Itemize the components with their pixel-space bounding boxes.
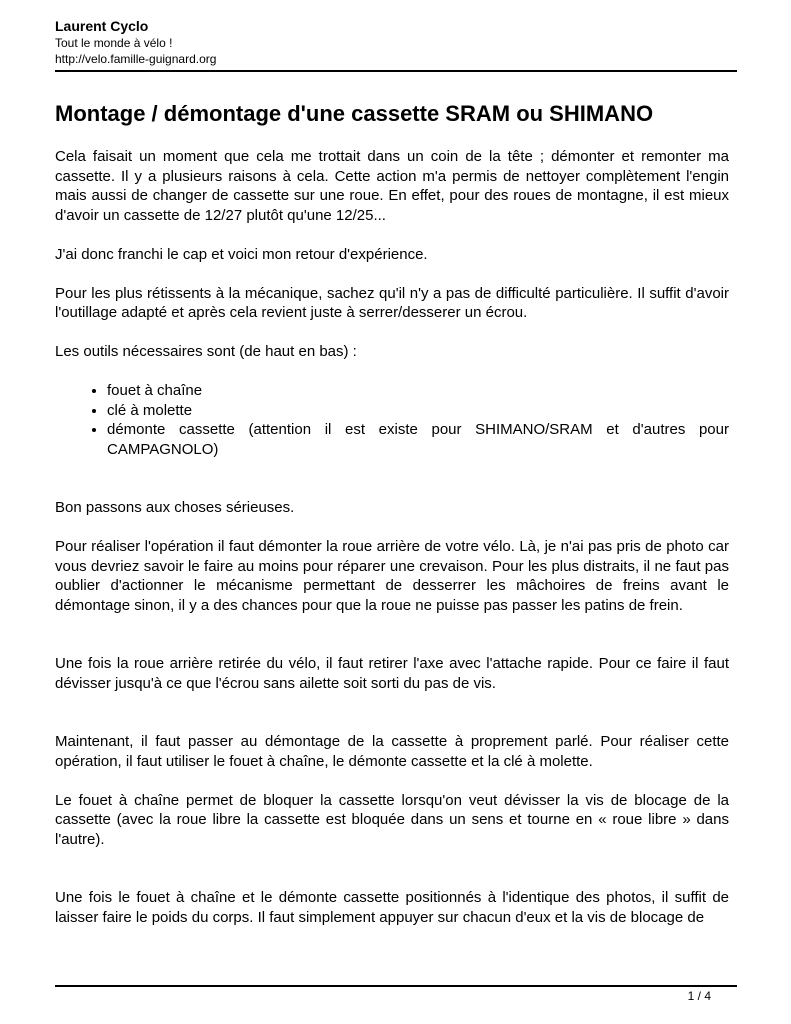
- paragraph-remove-axle: Une fois la roue arrière retirée du vélo, il faut retirer l'axe avec l'attache rapide. Pour ce faire il faut dévisser jusqu'à ce que l'écrou sans ailette soit sorti du pas de vis.: [55, 655, 729, 692]
- paragraph-difficulty: Pour les plus rétissents à la mécanique, sachez qu'il n'y a pas de difficulté particulière. Il suffit d'avoir l'outillage adapté et après cela revient juste à serrer/desserer un écrou.: [55, 284, 729, 321]
- page-number: 1 / 4: [687, 989, 711, 1003]
- tools-list: [55, 381, 729, 459]
- paragraph-serious: Bon passons aux choses sérieuses.: [55, 499, 295, 516]
- list-item: • démonte cassette (attention il est existe pour SHIMANO/SRAM et d'autres pour CAMPAGNOLO): [107, 420, 729, 459]
- paragraph-dismount-cassette: Maintenant, il faut passer au démontage de la cassette à proprement parlé. Pour réaliser cette opération, il faut utiliser le fouet à chaîne, le démonte cassette et la clé à molette.: [55, 733, 729, 770]
- list-item: • clé à molette: [107, 401, 729, 421]
- paragraph-intro: Cela faisait un moment que cela me trottait dans un coin de la tête ; démonter et remonter ma cassette. Il y a plusieurs raisons à cela. Cette action m'a permis de nettoyer complètement l'engin mais aussi de changer de cassette sur une roue. En effet, pour des roues de montagne, il est mieux d'avoir un cassette de 12/27 plutôt qu'une 12/25...: [55, 148, 729, 224]
- paragraph-tools-intro: Les outils nécessaires sont (de haut en bas) :: [55, 343, 357, 360]
- paragraph-chain-whip: Le fouet à chaîne permet de bloquer la cassette lorsqu'on veut dévisser la vis de blocage de la cassette (avec la roue libre la cassette est bloquée dans un sens et tourne en « roue libre » dans l'autre).: [55, 791, 729, 848]
- site-name: Laurent Cyclo: [55, 18, 149, 34]
- list-item: • fouet à chaîne: [107, 381, 729, 401]
- site-header: [55, 18, 737, 67]
- article-title: Montage / démontage d'une cassette SRAM ou SHIMANO: [55, 101, 654, 126]
- site-url: http://velo.famille-guignard.org: [55, 52, 217, 66]
- document-page: [55, 0, 737, 1024]
- site-tagline: Tout le monde à vélo !: [55, 36, 173, 50]
- header-divider: [55, 70, 737, 72]
- article-body: [55, 147, 729, 927]
- footer-divider: [55, 985, 737, 987]
- paragraph-decision: J'ai donc franchi le cap et voici mon retour d'expérience.: [55, 245, 428, 263]
- paragraph-remove-wheel: Pour réaliser l'opération il faut démonter la roue arrière de votre vélo. Là, je n'ai pas pris de photo car vous devriez savoir le faire au moins pour réparer une crevaison. Pour les plus distraits, il ne faut pas oublier d'actionner le mécanisme permettant de desserrer les mâchoires de freins avant le démontage sinon, il y a des chances pour que la roue ne puisse pas passer les patins de frein.: [55, 538, 729, 614]
- paragraph-positioning: Une fois le fouet à chaîne et le démonte cassette positionnés à l'identique des photos, il suffit de laisser faire le poids du corps. Il faut simplement appuyer sur chacun d'eux et la vis de blocage de: [55, 889, 729, 926]
